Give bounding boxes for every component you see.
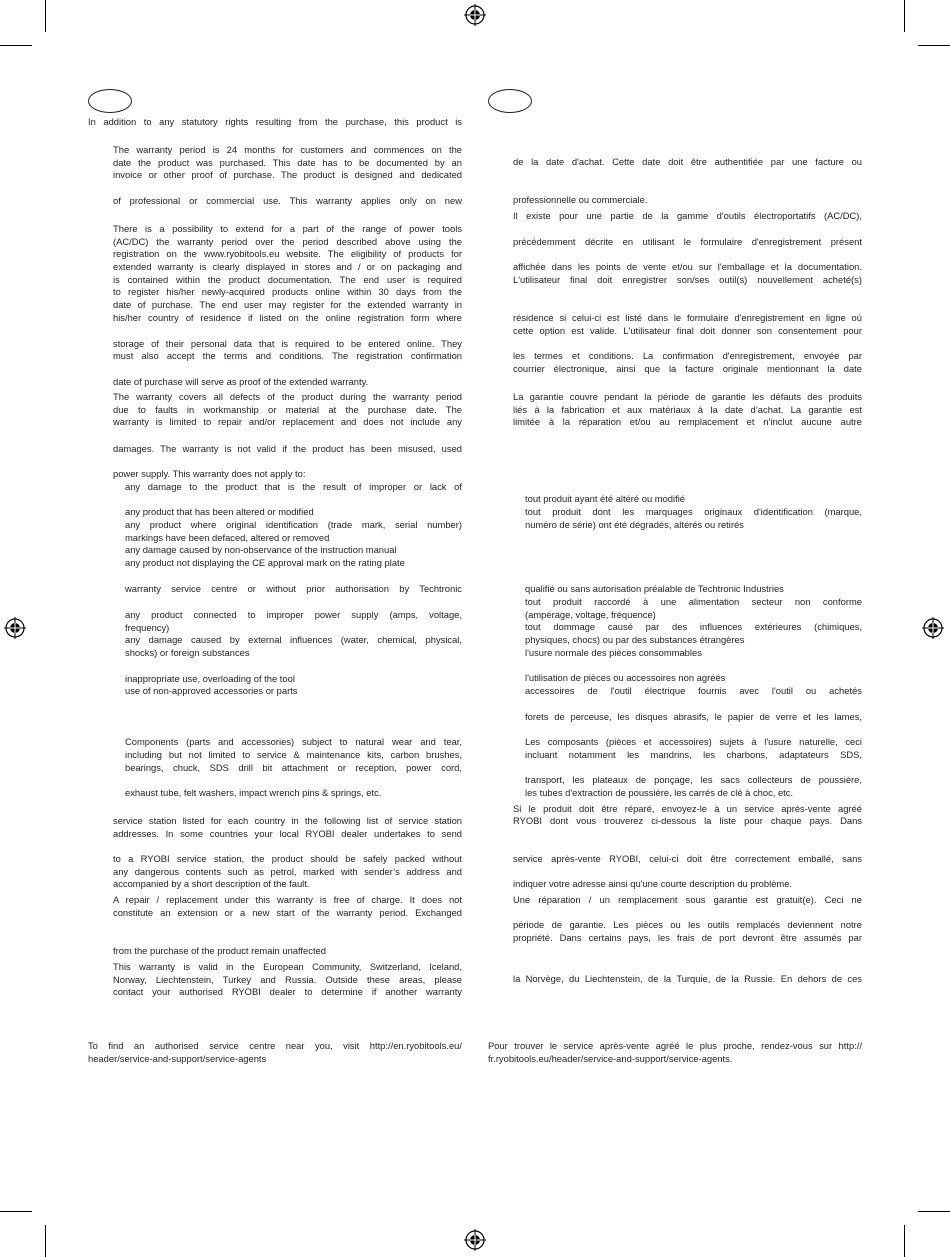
registration-mark-icon bbox=[464, 4, 486, 26]
language-badge-en bbox=[88, 89, 132, 113]
crop-mark bbox=[0, 1211, 32, 1212]
text-line: L'utilisateur final doit enregistrer son/ses outil(s) nouvellement acheté(s) bbox=[513, 274, 862, 285]
text-line: Components (parts and accessories) subject to natural wear and tear, bbox=[125, 736, 462, 747]
crop-mark bbox=[45, 1225, 46, 1257]
text-line: bearings, chuck, SDS drill bit attachment or reception, power cord, bbox=[125, 762, 462, 773]
text-line: la Norvège, du Liechtenstein, de la Turquie, de la Russie. En dehors de ces bbox=[513, 973, 862, 984]
text-line: tout produit ayant été altéré ou modifié bbox=[525, 493, 685, 504]
text-line: of professional or commercial use. This warranty applies only on new bbox=[113, 195, 462, 206]
text-line: extended warranty is clearly displayed in stores and / or on packaging and bbox=[113, 261, 462, 272]
text-line: damages. The warranty is not valid if the product has been misused, used bbox=[113, 443, 462, 454]
crop-mark bbox=[904, 0, 905, 32]
text-line: shocks) or foreign substances bbox=[125, 647, 250, 658]
text-line: qualifié ou sans autorisation préalable de Techtronic Industries bbox=[525, 583, 784, 594]
text-line: use of non-approved accessories or parts bbox=[125, 685, 298, 696]
text-line: limitée à la réparation et/ou au remplacement et n’inclut aucune autre bbox=[513, 416, 862, 427]
text-line: any dangerous contents such as petrol, marked with sender’s address and bbox=[113, 866, 462, 877]
text-line: due to faults in workmanship or material at the purchase date. The bbox=[113, 404, 462, 415]
text-line: addresses. In some countries your local RYOBI dealer undertakes to send bbox=[113, 828, 462, 839]
text-line: service station listed for each country in the following list of service station bbox=[113, 815, 462, 826]
text-line: Pour trouver le service après-vente agréé le plus proche, rendez-vous sur http:// bbox=[488, 1040, 862, 1051]
text-line: any damage to the product that is the result of improper or lack of bbox=[125, 481, 462, 492]
text-line: (ampérage, voltage, fréquence) bbox=[525, 609, 656, 620]
text-line: service après-vente RYOBI, celui-ci doit être correctement emballé, sans bbox=[513, 853, 862, 864]
text-line: incluant notamment les mandrins, les charbons, adaptateurs SDS, bbox=[525, 749, 862, 760]
text-line: storage of their personal data that is required to be entered online. They bbox=[113, 338, 462, 349]
text-line: les termes et conditions. La confirmation d'enregistrement, envoyée par bbox=[513, 350, 862, 361]
text-line: forets de perceuse, les disques abrasifs, le papier de verre et les lames, bbox=[525, 711, 862, 722]
text-line: tout dommage causé par des influences extérieures (chimiques, bbox=[525, 621, 862, 632]
text-line: This warranty is valid in the European Community, Switzerland, Iceland, bbox=[113, 961, 462, 972]
text-line: Une réparation / un remplacement sous garantie est gratuit(e). Ceci ne bbox=[513, 894, 862, 905]
text-line: propriété. Dans certains pays, les frais de port devront être assumés par bbox=[513, 932, 862, 943]
language-badge-fr bbox=[488, 89, 532, 113]
text-line: his/her country of residence if listed on the online registration form where bbox=[113, 312, 462, 323]
text-line: invoice or other proof of purchase. The product is designed and dedicated bbox=[113, 169, 462, 180]
registration-mark-icon bbox=[922, 617, 944, 639]
text-line: physiques, chocs) ou par des substances étrangères bbox=[525, 634, 745, 645]
text-line: de la date d'achat. Cette date doit être authentifiée par une facture ou bbox=[513, 156, 862, 167]
text-line: Les composants (pièces et accessoires) sujets à l'usure naturelle, ceci bbox=[525, 736, 862, 747]
text-line: Norway, Liechtenstein, Turkey and Russia. Outside these areas, please bbox=[113, 974, 462, 985]
text-line: courrier électronique, ainsi que la facture originale mentionnant la date bbox=[513, 363, 862, 374]
text-line: markings have been defaced, altered or removed bbox=[125, 532, 330, 543]
text-line: any damage caused by non-observance of the instruction manual bbox=[125, 544, 397, 555]
registration-mark-icon bbox=[464, 1229, 486, 1251]
text-line: header/service-and-support/service-agents bbox=[88, 1053, 267, 1064]
text-line: contact your authorised RYOBI dealer to determine if another warranty bbox=[113, 986, 462, 997]
text-line: including but not limited to service & maintenance kits, carbon brushes, bbox=[125, 749, 462, 760]
text-line: warranty is limited to repair and/or replacement and does not include any bbox=[113, 416, 462, 427]
text-line: to register his/her newly-acquired products online within 30 days from the bbox=[113, 286, 462, 297]
text-line: To find an authorised service centre near you, visit http://en.ryobitools.eu/ bbox=[88, 1040, 462, 1051]
text-line: A repair / replacement under this warranty is free of charge. It does not bbox=[113, 894, 462, 905]
text-line: tout produit raccordé à une alimentation secteur non conforme bbox=[525, 596, 862, 607]
text-line: power supply. This warranty does not apply to: bbox=[113, 468, 306, 479]
text-line: date of purchase will serve as proof of the extended warranty. bbox=[113, 376, 369, 387]
text-line: must also accept the terms and conditions. The registration confirmation bbox=[113, 350, 462, 361]
text-line: période de garantie. Les pièces ou les outils remplacés deviennent notre bbox=[513, 919, 862, 930]
text-line: Il existe pour une partie de la gamme d'outils électroportatifs (AC/DC), bbox=[513, 210, 862, 221]
text-line: affichée dans les points de vente et/ou sur l'emballage et la documentation. bbox=[513, 261, 862, 272]
text-line: any product that has been altered or modified bbox=[125, 506, 314, 517]
text-line: les tubes d'extraction de poussière, les carrés de clé à choc, etc. bbox=[525, 787, 794, 798]
text-line: In addition to any statutory rights resulting from the purchase, this product is bbox=[88, 116, 462, 127]
text-line: accessoires de l'outil électrique fournis avec l'outil ou achetés bbox=[525, 685, 862, 696]
text-line: cette option est valide. L'utilisateur final doit donner son consentement pour bbox=[513, 325, 862, 336]
text-line: constitute an extension or a new start of the warranty period. Exchanged bbox=[113, 907, 462, 918]
text-line: inappropriate use, overloading of the tool bbox=[125, 673, 295, 684]
text-line: tout produit dont les marquages originaux d'identification (marque, bbox=[525, 506, 862, 517]
text-line: Si le produit doit être réparé, envoyez-le à un service après-vente agréé bbox=[513, 803, 862, 814]
text-line: date the product was purchased. This date has to be documented by an bbox=[113, 157, 462, 168]
text-line: professionnelle ou commerciale. bbox=[513, 194, 648, 205]
text-line: (AC/DC) the warranty period over the period described above using the bbox=[113, 236, 462, 247]
text-line: exhaust tube, felt washers, impact wrench pins & springs, etc. bbox=[125, 787, 382, 798]
text-line: to a RYOBI service station, the product should be safely packed without bbox=[113, 853, 462, 864]
text-line: any product connected to improper power supply (amps, voltage, bbox=[125, 609, 462, 620]
crop-mark bbox=[904, 1225, 905, 1257]
text-line: There is a possibility to extend for a part of the range of power tools bbox=[113, 223, 462, 234]
crop-mark bbox=[0, 45, 32, 46]
text-line: frequency) bbox=[125, 622, 170, 633]
text-line: l'utilisation de pièces ou accessoires non agréés bbox=[525, 672, 726, 683]
text-line: from the purchase of the product remain unaffected bbox=[113, 945, 326, 956]
crop-mark bbox=[918, 45, 950, 46]
text-line: accompanied by a short description of the fault. bbox=[113, 878, 310, 889]
text-line: numéro de série) ont été dégradés, altérés ou retirés bbox=[525, 519, 744, 530]
text-line: l'usure normale des pièces consommables bbox=[525, 647, 702, 658]
text-line: fr.ryobitools.eu/header/service-and-support/service-agents. bbox=[488, 1053, 733, 1064]
text-line: is contained within the product documentation. The end user is required bbox=[113, 274, 462, 285]
text-line: indiquer votre adresse ainsi qu'une courte description du problème. bbox=[513, 878, 793, 889]
text-line: any damage caused by external influences (water, chemical, physical, bbox=[125, 634, 462, 645]
text-line: RYOBI dont vous trouverez ci-dessous la liste pour chaque pays. Dans bbox=[513, 815, 862, 826]
text-line: résidence si celui-ci est listé dans le formulaire d'enregistrement en ligne où bbox=[513, 312, 862, 323]
text-line: any product where original identification (trade mark, serial number) bbox=[125, 519, 462, 530]
text-line: The warranty period is 24 months for customers and commences on the bbox=[113, 144, 462, 155]
text-line: La garantie couvre pendant la période de garantie les défauts des produits bbox=[513, 391, 862, 402]
text-line: registration on the www.ryobitools.eu website. The eligibility of products for bbox=[113, 248, 462, 259]
crop-mark bbox=[45, 0, 46, 32]
text-line: warranty service centre or without prior authorisation by Techtronic bbox=[125, 583, 462, 594]
text-line: date of purchase. The end user may register for the extended warranty in bbox=[113, 299, 462, 310]
crop-mark bbox=[918, 1211, 950, 1212]
text-line: transport, les plateaux de ponçage, les sacs collecteurs de poussière, bbox=[525, 774, 862, 785]
text-line: précédemment décrite en utilisant le formulaire d'enregistrement présent bbox=[513, 236, 862, 247]
registration-mark-icon bbox=[4, 617, 26, 639]
text-line: any product not displaying the CE approval mark on the rating plate bbox=[125, 557, 405, 568]
text-line: liés à la fabrication et aux matériaux à la date d’achat. La garantie est bbox=[513, 404, 862, 415]
text-line: The warranty covers all defects of the product during the warranty period bbox=[113, 391, 462, 402]
